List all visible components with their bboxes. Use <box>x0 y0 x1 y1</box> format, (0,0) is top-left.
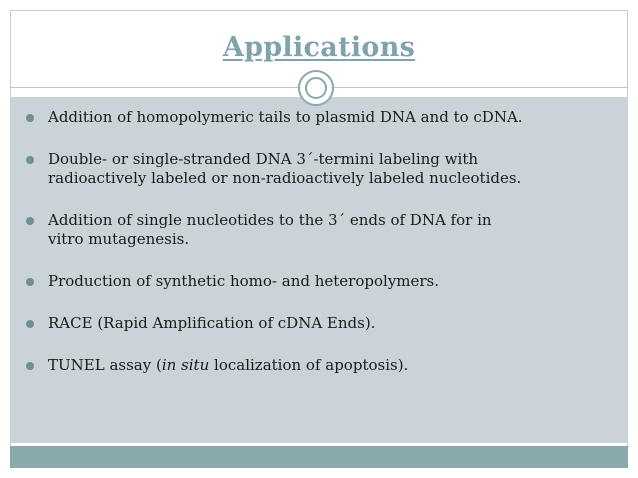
bullet-dot-icon <box>26 217 34 225</box>
slide-title: Applications <box>222 32 416 63</box>
bullet-dot-icon <box>26 114 34 122</box>
bullet-item <box>24 108 614 127</box>
inner-circle-icon <box>305 77 327 99</box>
bullet-list <box>24 108 614 398</box>
bullet-line: Double- or single-stranded DNA 3´-termini labeling with <box>48 150 479 168</box>
bullet-line <box>48 356 614 375</box>
bullet-item <box>24 314 614 333</box>
bullet-item <box>24 272 614 291</box>
bottom-bar <box>10 446 628 468</box>
bullet-dot-icon <box>26 320 34 328</box>
bullet-line: Addition of homopolymeric tails to plasmid DNA and to cDNA. <box>48 108 523 126</box>
bullet-text-italic: in situ <box>161 356 210 374</box>
bullet-item <box>24 150 614 188</box>
bullet-text-suffix: localization of apoptosis). <box>209 356 409 374</box>
bullet-dot-icon <box>26 362 34 370</box>
bullet-text-prefix: TUNEL assay ( <box>48 356 162 374</box>
bullet-line: Addition of single nucleotides to the 3´ ends of DNA for in <box>48 211 492 229</box>
bullet-item <box>24 211 614 249</box>
circle-ornament-icon <box>298 70 334 106</box>
bullet-line: radioactively labeled or non-radioactively labeled nucleotides. <box>48 169 522 187</box>
bullet-line: vitro mutagenesis. <box>48 230 190 248</box>
bullet-line: Production of synthetic homo- and heteropolymers. <box>48 272 440 290</box>
bullet-dot-icon <box>26 278 34 286</box>
bullet-line: RACE (Rapid Amplification of cDNA Ends). <box>48 314 376 332</box>
bullet-dot-icon <box>26 156 34 164</box>
bullet-item <box>24 356 614 375</box>
